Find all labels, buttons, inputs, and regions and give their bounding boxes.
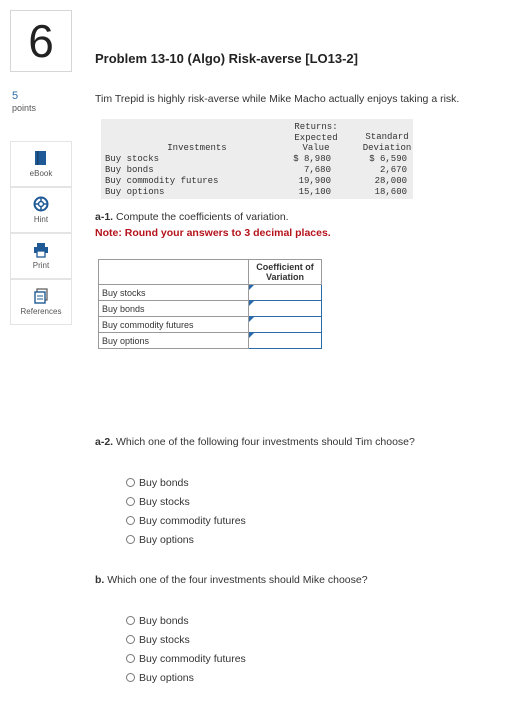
rounding-note: Note: Round your answers to 3 decimal places. <box>95 227 331 239</box>
print-button[interactable] <box>10 233 72 279</box>
radio-button[interactable] <box>126 635 135 644</box>
col-investments-header: Investments <box>167 143 227 153</box>
col-returns-header: Returns: Expected Value <box>294 122 338 153</box>
a2-option-options[interactable]: Buy options <box>126 533 194 547</box>
table-row: Buy bonds <box>99 301 322 317</box>
cv-input-options[interactable] <box>249 333 321 348</box>
ebook-icon <box>33 150 49 166</box>
b-option-options[interactable]: Buy options <box>126 671 194 685</box>
problem-title: Problem 13-10 (Algo) Risk-averse [LO13-2] <box>95 51 358 66</box>
coefficient-answer-table <box>98 259 322 349</box>
a2-option-commodity-futures[interactable]: Buy commodity futures <box>126 514 246 528</box>
cv-input-bonds[interactable] <box>249 301 321 316</box>
table-row: Buy commodity futures <box>99 317 322 333</box>
radio-button[interactable] <box>126 673 135 682</box>
table-row: Buy commodity futures 19,900 28,000 <box>105 176 407 186</box>
hint-button[interactable] <box>10 187 72 233</box>
cv-input-stocks[interactable] <box>249 285 321 300</box>
b-option-stocks[interactable]: Buy stocks <box>126 633 190 647</box>
points-label: points <box>12 103 37 113</box>
radio-button[interactable] <box>126 654 135 663</box>
table-row: Buy bonds 7,680 2,670 <box>105 165 407 175</box>
col-std-header: Standard Deviation <box>362 132 412 153</box>
radio-button[interactable] <box>126 478 135 487</box>
question-number: 6 <box>10 10 72 72</box>
a2-option-bonds[interactable]: Buy bonds <box>126 476 189 490</box>
b-option-commodity-futures[interactable]: Buy commodity futures <box>126 652 246 666</box>
print-icon <box>33 242 49 258</box>
table-row: Buy stocks <box>99 285 322 301</box>
table-row: Buy options <box>99 333 322 349</box>
b-option-bonds[interactable]: Buy bonds <box>126 614 189 628</box>
radio-button[interactable] <box>126 535 135 544</box>
hint-icon <box>33 196 49 212</box>
references-label: References <box>20 307 62 316</box>
table-row: Buy stocks $ 8,980 $ 6,590 <box>105 154 407 164</box>
radio-button[interactable] <box>126 497 135 506</box>
investments-table <box>101 119 413 199</box>
a2-option-stocks[interactable]: Buy stocks <box>126 495 190 509</box>
question-a2: a-2. Which one of the following four investments should Tim choose? <box>95 436 415 448</box>
points-value: 5 <box>12 90 19 102</box>
question-b: b. Which one of the four investments should Mike choose? <box>95 574 368 586</box>
radio-button[interactable] <box>126 616 135 625</box>
print-label: Print <box>32 261 50 270</box>
hint-label: Hint <box>33 215 49 224</box>
references-button[interactable] <box>10 279 72 325</box>
coefficient-header: Coefficient of Variation <box>249 260 322 285</box>
question-a1: a-1. Compute the coefficients of variation. <box>95 211 289 223</box>
problem-intro: Tim Trepid is highly risk-averse while Mike Macho actually enjoys taking a risk. <box>95 93 460 105</box>
references-icon <box>33 288 49 304</box>
table-row: Buy options 15,100 18,600 <box>105 187 407 197</box>
cv-input-commodity-futures[interactable] <box>249 317 321 332</box>
radio-button[interactable] <box>126 516 135 525</box>
ebook-label: eBook <box>29 169 53 178</box>
ebook-button[interactable] <box>10 141 72 187</box>
